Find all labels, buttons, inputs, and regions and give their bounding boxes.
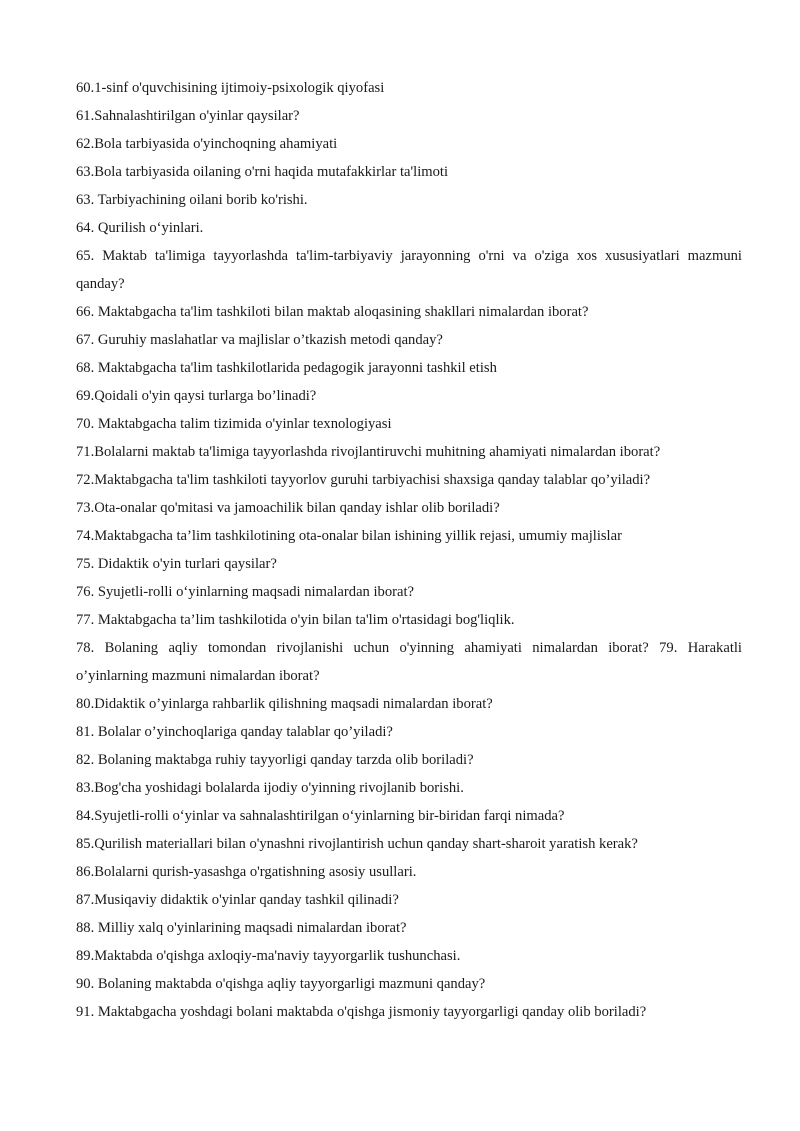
question-item: 84.Syujetli-rolli o‘yinlar va sahnalashtirilgan o‘yinlarning bir-biridan farqi nimada? [76,808,565,824]
question-item: 64. Qurilish o‘yinlari. [76,220,204,236]
question-item: 61.Sahnalashtirilgan o'yinlar qaysilar? [76,108,300,124]
question-item: 72.Maktabgacha ta'lim tashkiloti tayyorlov guruhi tarbiyachisi shaxsiga qanday talablar qo’yiladi? [76,472,651,488]
question-item: 60.1-sinf o'quvchisining ijtimoiy-psixologik qiyofasi [76,80,385,96]
question-item: 77. Maktabgacha ta’lim tashkilotida o'yin bilan ta'lim o'rtasidagi bog'liqlik. [76,612,515,628]
question-item: 63. Tarbiyachining oilani borib ko'rishi. [76,192,308,208]
question-item: 89.Maktabda o'qishga axloqiy-ma'naviy tayyorgarlik tushunchasi. [76,948,461,964]
question-item: 68. Maktabgacha ta'lim tashkilotlarida pedagogik jarayonni tashkil etish [76,360,497,376]
question-item: 63.Bola tarbiyasida oilaning o'rni haqida mutafakkirlar ta'limoti [76,164,449,180]
question-item: 66. Maktabgacha ta'lim tashkiloti bilan maktab aloqasining shakllari nimalardan iborat? [76,304,589,320]
question-item: 65. Maktab ta'limiga tayyorlashda ta'lim-tarbiyaviy jarayonning o'rni va o'ziga xos xususiyatlari mazmuni qanday? [76,248,742,292]
question-item: 87.Musiqaviy didaktik o'yinlar qanday tashkil qilinadi? [76,892,399,908]
question-item: 90. Bolaning maktabda o'qishga aqliy tayyorgarligi mazmuni qanday? [76,976,486,992]
question-item: 86.Bolalarni qurish-yasashga o'rgatishning asosiy usullari. [76,864,417,880]
question-item: 71.Bolalarni maktab ta'limiga tayyorlashda rivojlantiruvchi muhitning ahamiyati nimalardan iborat? [76,444,661,460]
question-item: 75. Didaktik o'yin turlari qaysilar? [76,556,277,572]
question-item: 69.Qoidali o'yin qaysi turlarga bo’linadi? [76,388,317,404]
question-item: 73.Ota-onalar qo'mitasi va jamoachilik bilan qanday ishlar olib boriladi? [76,500,500,516]
question-list [76,74,742,1026]
question-item: 67. Guruhiy maslahatlar va majlislar o’tkazish metodi qanday? [76,332,443,348]
question-item: 82. Bolaning maktabga ruhiy tayyorligi qanday tarzda olib boriladi? [76,752,474,768]
question-item: 76. Syujetli-rolli o‘yinlarning maqsadi nimalardan iborat? [76,584,415,600]
question-item: 81. Bolalar o’yinchoqlariga qanday talablar qo’yiladi? [76,724,393,740]
question-item: 83.Bog'cha yoshidagi bolalarda ijodiy o'yinning rivojlanib borishi. [76,780,464,796]
question-item: 62.Bola tarbiyasida o'yinchoqning ahamiyati [76,136,338,152]
question-item: 80.Didaktik o’yinlarga rahbarlik qilishning maqsadi nimalardan iborat? [76,696,493,712]
question-item: 70. Maktabgacha talim tizimida o'yinlar texnologiyasi [76,416,392,432]
question-item: 78. Bolaning aqliy tomondan rivojlanishi uchun o'yinning ahamiyati nimalardan iborat? 79. Harakatli o’yinlarning mazmuni nimalardan iborat? [76,640,742,684]
question-item: 85.Qurilish materiallari bilan o'ynashni rivojlantirish uchun qanday shart-sharoit yaratish kerak? [76,836,638,852]
question-item: 91. Maktabgacha yoshdagi bolani maktabda o'qishga jismoniy tayyorgarligi qanday olib boriladi? [76,1004,647,1020]
question-item: 74.Maktabgacha ta’lim tashkilotining ota-onalar bilan ishining yillik rejasi, umumiy majlislar [76,528,622,544]
question-item: 88. Milliy xalq o'yinlarining maqsadi nimalardan iborat? [76,920,407,936]
